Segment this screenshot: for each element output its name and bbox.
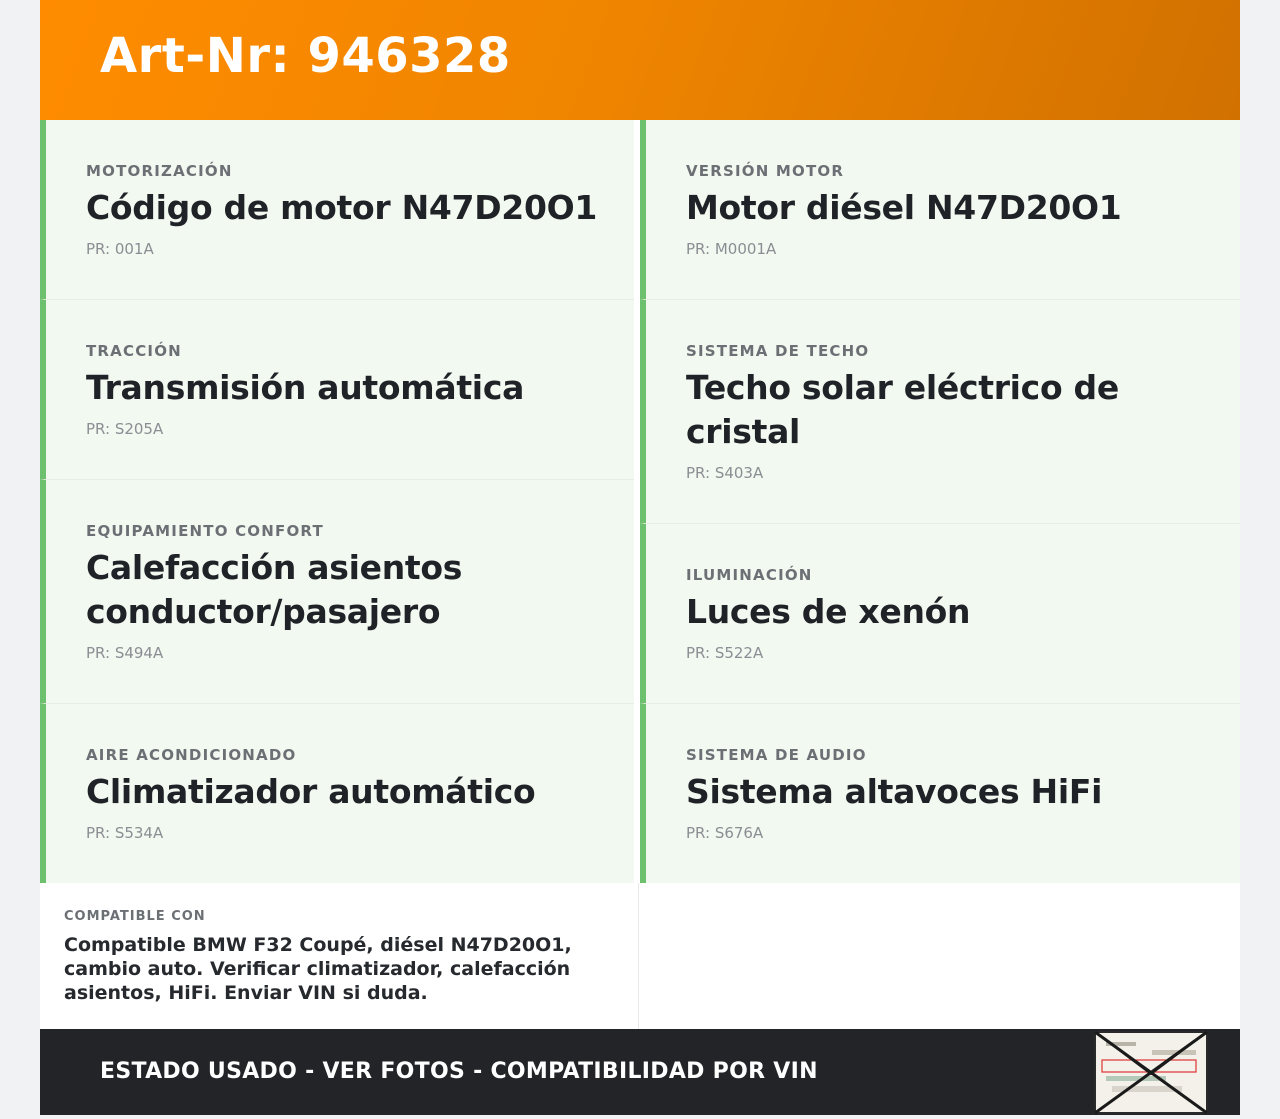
spec-cell-motorizacion [40,120,634,300]
product-card [40,0,1240,1115]
spec-label: ILUMINACIÓN [686,566,813,584]
spec-value: Calefacción asientos conductor/pasajero [86,548,463,631]
spec-label: TRACCIÓN [86,342,182,360]
spec-value: Transmisión automática [86,368,525,407]
spec-value: Climatizador automático [86,772,536,811]
compatibility-label: COMPATIBLE CON [64,909,206,924]
spec-pr-code: PR: 001A [86,240,154,258]
spec-pr-code: PR: S522A [686,644,764,662]
spec-value: Motor diésel N47D20O1 [686,188,1122,227]
spec-cell-version-motor [640,120,1240,300]
article-number-title: Art-Nr: 946328 [100,28,511,84]
spec-pr-code: PR: S676A [686,824,764,842]
spec-pr-code: PR: S494A [86,644,164,662]
spec-cell-sistema-de-techo [640,300,1240,524]
spec-pr-code: PR: S403A [686,464,764,482]
spec-cell-equipamiento-confort [40,480,634,704]
footer-bar [40,1029,1240,1115]
spec-label: SISTEMA DE AUDIO [686,746,867,764]
footer-status-text: ESTADO USADO - VER FOTOS - COMPATIBILIDAD POR VIN [100,1059,818,1084]
spec-label: SISTEMA DE TECHO [686,342,870,360]
spec-pr-code: PR: M0001A [686,240,777,258]
envelope-x-icon [1092,1030,1210,1115]
spec-label: MOTORIZACIÓN [86,162,233,180]
header-banner [40,0,1240,120]
document-thumbnail-image [1092,1030,1210,1115]
spec-value: Sistema altavoces HiFi [686,772,1103,811]
spec-value: Luces de xenón [686,592,971,631]
spec-cell-aire-acondicionado [40,704,634,883]
spec-pr-code: PR: S205A [86,420,164,438]
spec-pr-code: PR: S534A [86,824,164,842]
spec-cell-sistema-de-audio [640,704,1240,883]
spec-label: EQUIPAMIENTO CONFORT [86,522,324,540]
spec-value: Código de motor N47D20O1 [86,188,598,227]
spec-cell-iluminacion [640,524,1240,704]
spec-cell-traccion [40,300,634,480]
spec-label: AIRE ACONDICIONADO [86,746,297,764]
spec-label: VERSIÓN MOTOR [686,162,845,180]
compatibility-box [40,883,639,1029]
compatibility-text: Compatible BMW F32 Coupé, diésel N47D20O1, cambio auto. Verificar climatizador, calefacción asientos, HiFi. Enviar VIN si duda. [64,934,572,1004]
spec-value: Techo solar eléctrico de cristal [686,368,1119,451]
